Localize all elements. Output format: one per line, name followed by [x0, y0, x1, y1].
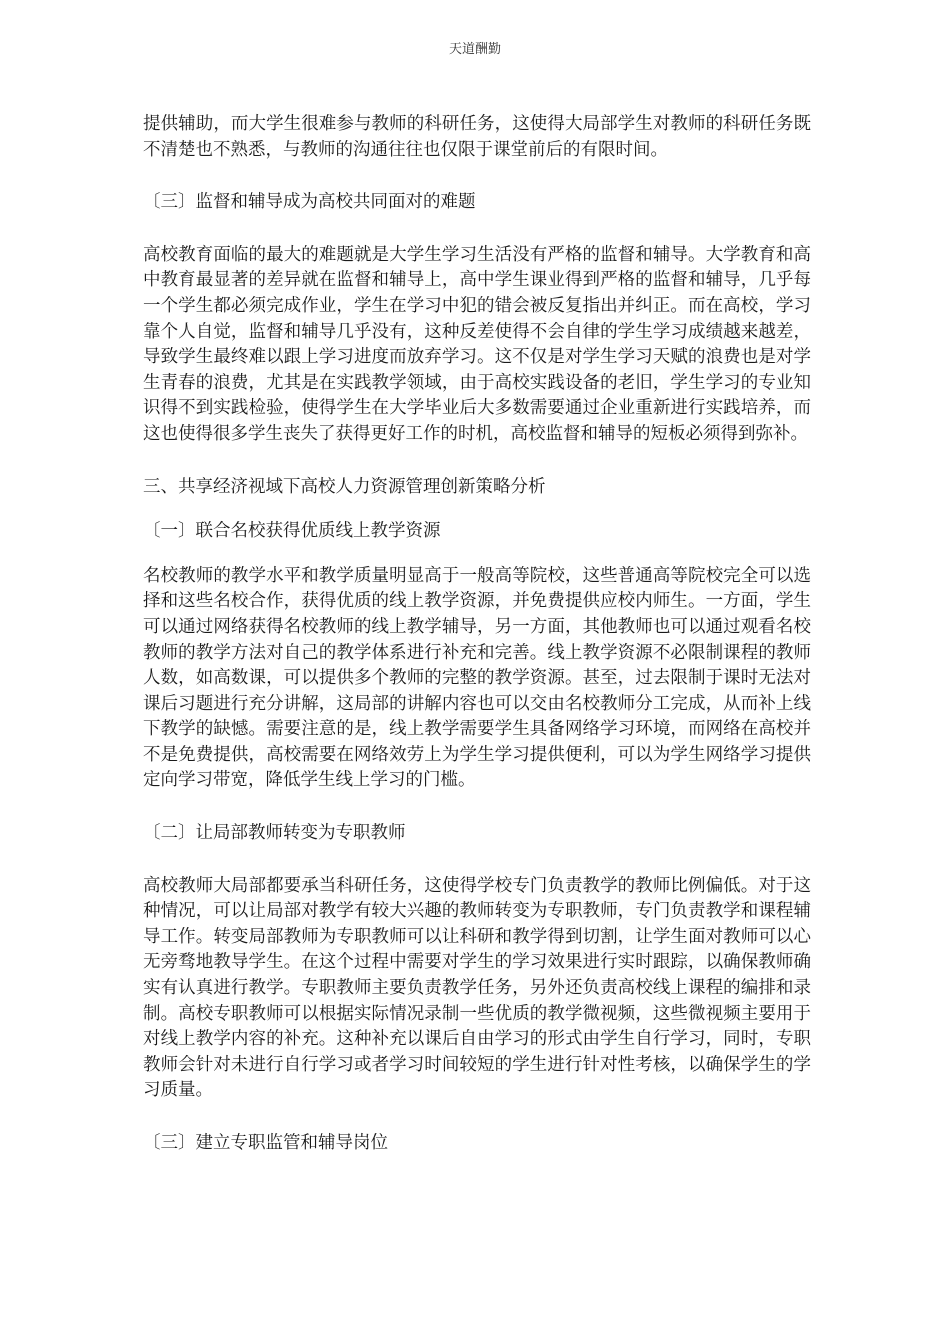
- body-paragraph: 高校教育面临的最大的难题就是大学生学习生活没有严格的监督和辅导。大学教育和高中教育最显著的差异就在监督和辅导上，高中学生课业得到严格的监督和辅导，几乎每一个学生都必须完成作业，学生在学习中犯的错会被反复指出并纠正。而在高校，学习靠个人自觉，监督和辅导几乎没有，这种反差使得不会自律的学生学习成绩越来越差，导致学生最终难以跟上学习进度而放弃学习。这不仅是对学生学习天赋的浪费也是对学生青春的浪费，尤其是在实践教学领域，由于高校实践设备的老旧，学生学习的专业知识得不到实践检验，使得学生在大学毕业后大多数需要通过企业重新进行实践培养，而这也使得很多学生丧失了获得更好工作的时机，高校监督和辅导的短板必须得到弥补。: [143, 244, 811, 444]
- page-header: 天道酬勤: [448, 42, 501, 57]
- body-paragraph: 名校教师的教学水平和教学质量明显高于一般高等院校，这些普通高等院校完全可以选择和这些名校合作，获得优质的线上教学资源，并免费提供应校内师生。一方面，学生可以通过网络获得名校教师的线上教学辅导，另一方面，其他教师也可以通过观看名校教师的教学方法对自己的教学体系进行补充和完善。线上教学资源不必限制课程的教师人数，如高数课，可以提供多个教师的完整的教学资源。甚至，过去限制于课时无法对课后习题进行充分讲解，这局部的讲解内容也可以交由名校教师分工完成，从而补上线下教学的缺憾。需要注意的是，线上教学需要学生具备网络学习环境，而网络在高校并不是免费提供，高校需要在网络效劳上为学生学习提供便利，可以为学生网络学习提供定向学习带宽，降低学生线上学习的门槛。: [143, 565, 811, 791]
- section-heading: 〔三〕建立专职监管和辅导岗位: [143, 1133, 388, 1153]
- section-heading: 〔一〕联合名校获得优质线上教学资源: [143, 521, 441, 542]
- document-body: [143, 112, 811, 1157]
- body-paragraph: 高校教师大局部都要承当科研任务，这使得学校专门负责教学的教师比例偏低。对于这种情况，可以让局部对教学有较大兴趣的教师转变为专职教师，专门负责教学和课程辅导工作。转变局部教师为专职教师可以让科研和教学得到切割，让学生面对教师可以心无旁骛地教导学生。在这个过程中需要对学生的学习效果进行实时跟踪，以确保教师确实有认真进行教学。专职教师主要负责教学任务，另外还负责高校线上课程的编排和录制。高校专职教师可以根据实际情况录制一些优质的教学微视频，这些微视频主要用于对线上教学内容的补充。这种补充以课后自由学习的形式由学生自行学习，同时，专职教师会针对未进行自行学习或者学习时间较短的学生进行针对性考核，以确保学生的学习质量。: [143, 875, 811, 1101]
- section-heading: 三、共享经济视域下高校人力资源管理创新策略分析: [143, 476, 546, 497]
- body-paragraph: 提供辅助，而大学生很难参与教师的科研任务，这使得大局部学生对教师的科研任务既不清楚也不熟悉，与教师的沟通往往也仅限于课堂前后的有限时间。: [143, 114, 811, 160]
- section-heading: 〔三〕监督和辅导成为高校共同面对的难题: [143, 192, 476, 213]
- section-heading: 〔二〕让局部教师转变为专职教师: [143, 823, 406, 844]
